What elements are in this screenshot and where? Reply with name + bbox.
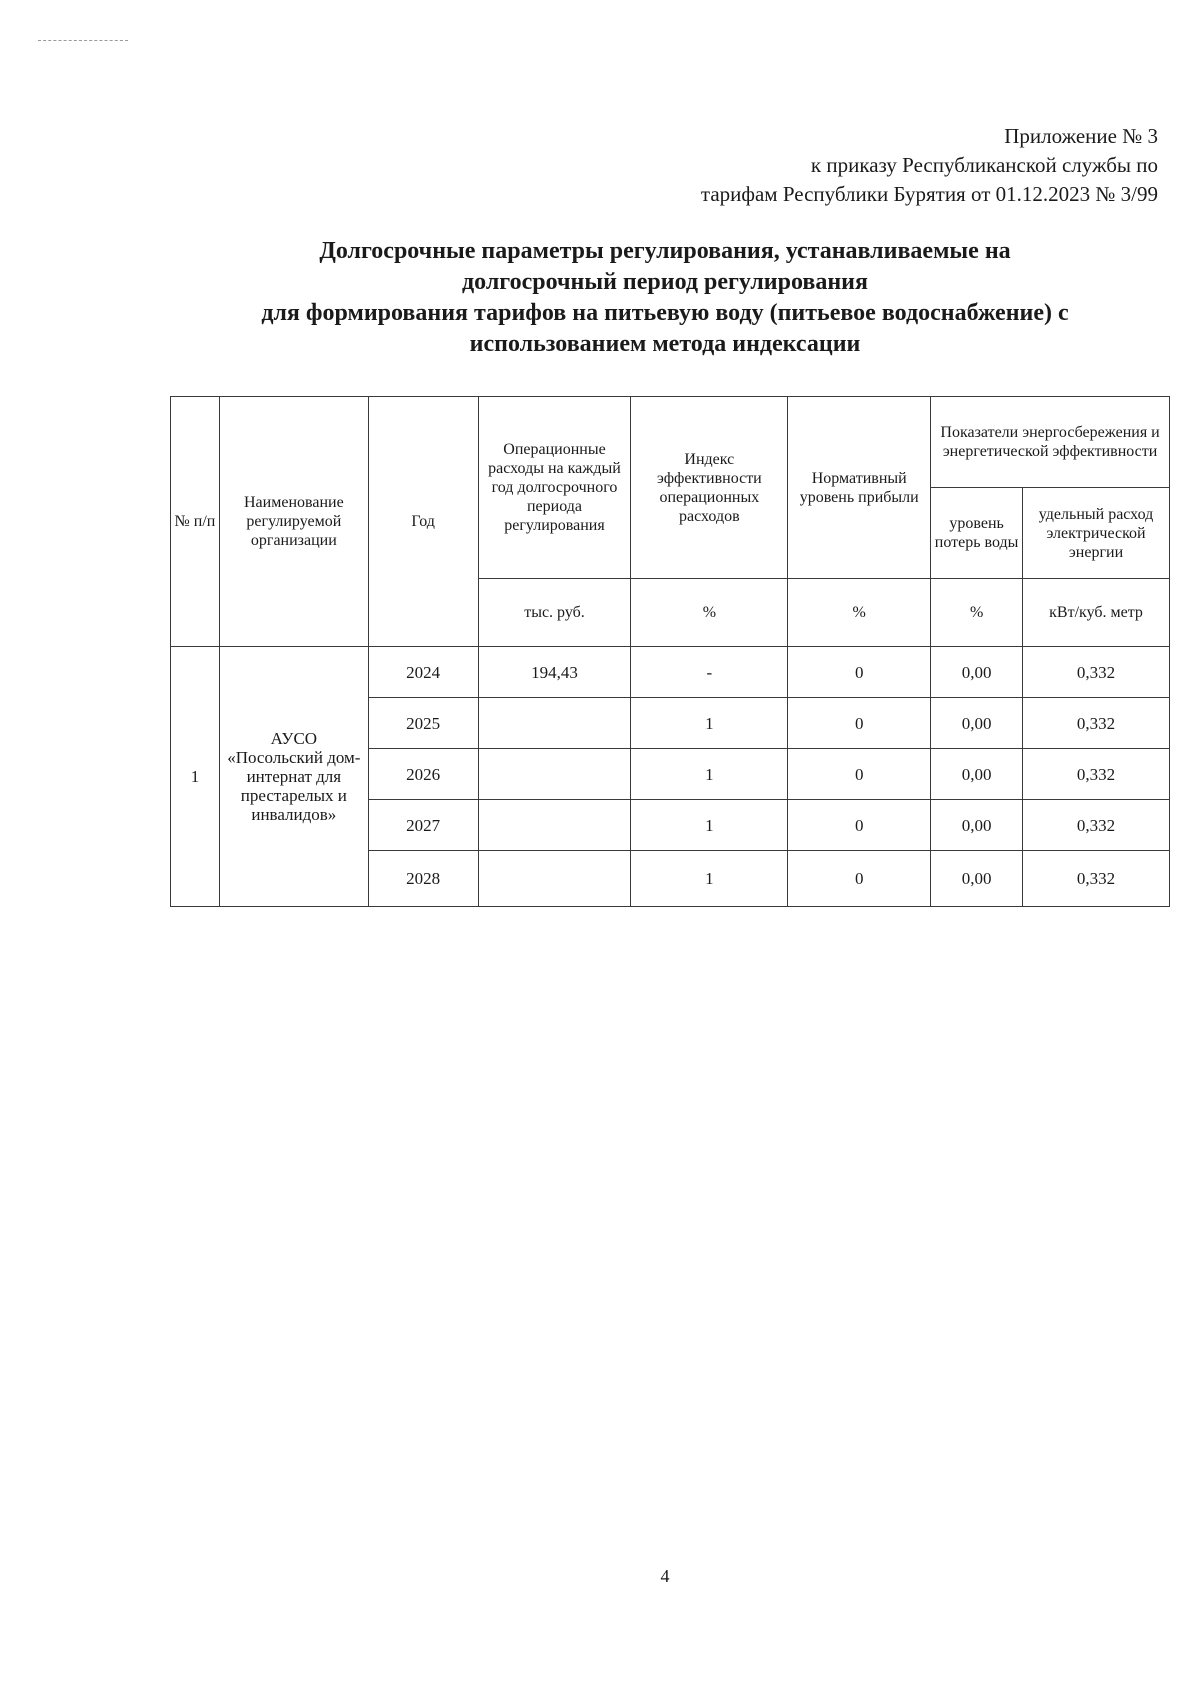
cell-electricity: 0,332 [1023,647,1170,698]
parameters-table [170,396,1170,907]
cell-opex: 194,43 [478,647,631,698]
header-num: № п/п [171,397,220,647]
unit-opex: тыс. руб. [478,579,631,647]
title-line-4: использованием метода индексации [469,331,861,357]
cell-electricity: 0,332 [1023,800,1170,851]
cell-index: 1 [631,698,788,749]
cell-index: - [631,647,788,698]
cell-losses: 0,00 [931,749,1023,800]
cell-year: 2025 [368,698,478,749]
cell-year: 2028 [368,851,478,907]
cell-profit: 0 [788,698,931,749]
cell-profit: 0 [788,800,931,851]
scan-artifact [38,40,128,47]
cell-index: 1 [631,851,788,907]
header-electricity-consumption: удельный расход электрической энергии [1023,488,1170,579]
document-title [150,236,1180,360]
header-opex: Операционные расходы на каждый год долгосрочного периода регулирования [478,397,631,579]
cell-electricity: 0,332 [1023,749,1170,800]
title-line-3: для формирования тарифов на питьевую воду (питьевое водоснабжение) с [261,300,1069,326]
cell-opex [478,749,631,800]
header-year: Год [368,397,478,647]
cell-index: 1 [631,749,788,800]
cell-opex [478,851,631,907]
page-number: 4 [660,1566,670,1586]
appendix-block [701,122,1158,209]
cell-electricity: 0,332 [1023,698,1170,749]
header-row-1 [171,397,1170,488]
appendix-order-date: тарифам Республики Бурятия от 01.12.2023 № 3/99 [700,182,1158,206]
header-water-losses: уровень потерь воды [931,488,1023,579]
header-energy-group: Показатели энергосбережения и энергетической эффективности [931,397,1170,488]
org-name: АУСО «Посольский дом-интернат для престарелых и инвалидов» [219,647,368,907]
cell-profit: 0 [788,851,931,907]
header-profit-level: Нормативный уровень прибыли [788,397,931,579]
cell-profit: 0 [788,647,931,698]
cell-losses: 0,00 [931,647,1023,698]
org-number: 1 [171,647,220,907]
unit-index: % [631,579,788,647]
cell-opex [478,800,631,851]
header-efficiency-index: Индекс эффективности операционных расходов [631,397,788,579]
cell-profit: 0 [788,749,931,800]
unit-profit: % [788,579,931,647]
table-row [171,647,1170,698]
unit-losses: % [931,579,1023,647]
cell-year: 2024 [368,647,478,698]
cell-losses: 0,00 [931,698,1023,749]
cell-year: 2027 [368,800,478,851]
unit-electricity: кВт/куб. метр [1023,579,1170,647]
title-line-1: Долгосрочные параметры регулирования, устанавливаемые на [319,238,1011,264]
cell-losses: 0,00 [931,851,1023,907]
header-organization: Наименование регулируемой организации [219,397,368,647]
cell-losses: 0,00 [931,800,1023,851]
title-line-2: долгосрочный период регулирования [462,269,868,295]
cell-index: 1 [631,800,788,851]
appendix-order-ref: к приказу Республиканской службы по [810,153,1158,177]
cell-electricity: 0,332 [1023,851,1170,907]
cell-opex [478,698,631,749]
appendix-number: Приложение № 3 [1004,124,1158,148]
cell-year: 2026 [368,749,478,800]
